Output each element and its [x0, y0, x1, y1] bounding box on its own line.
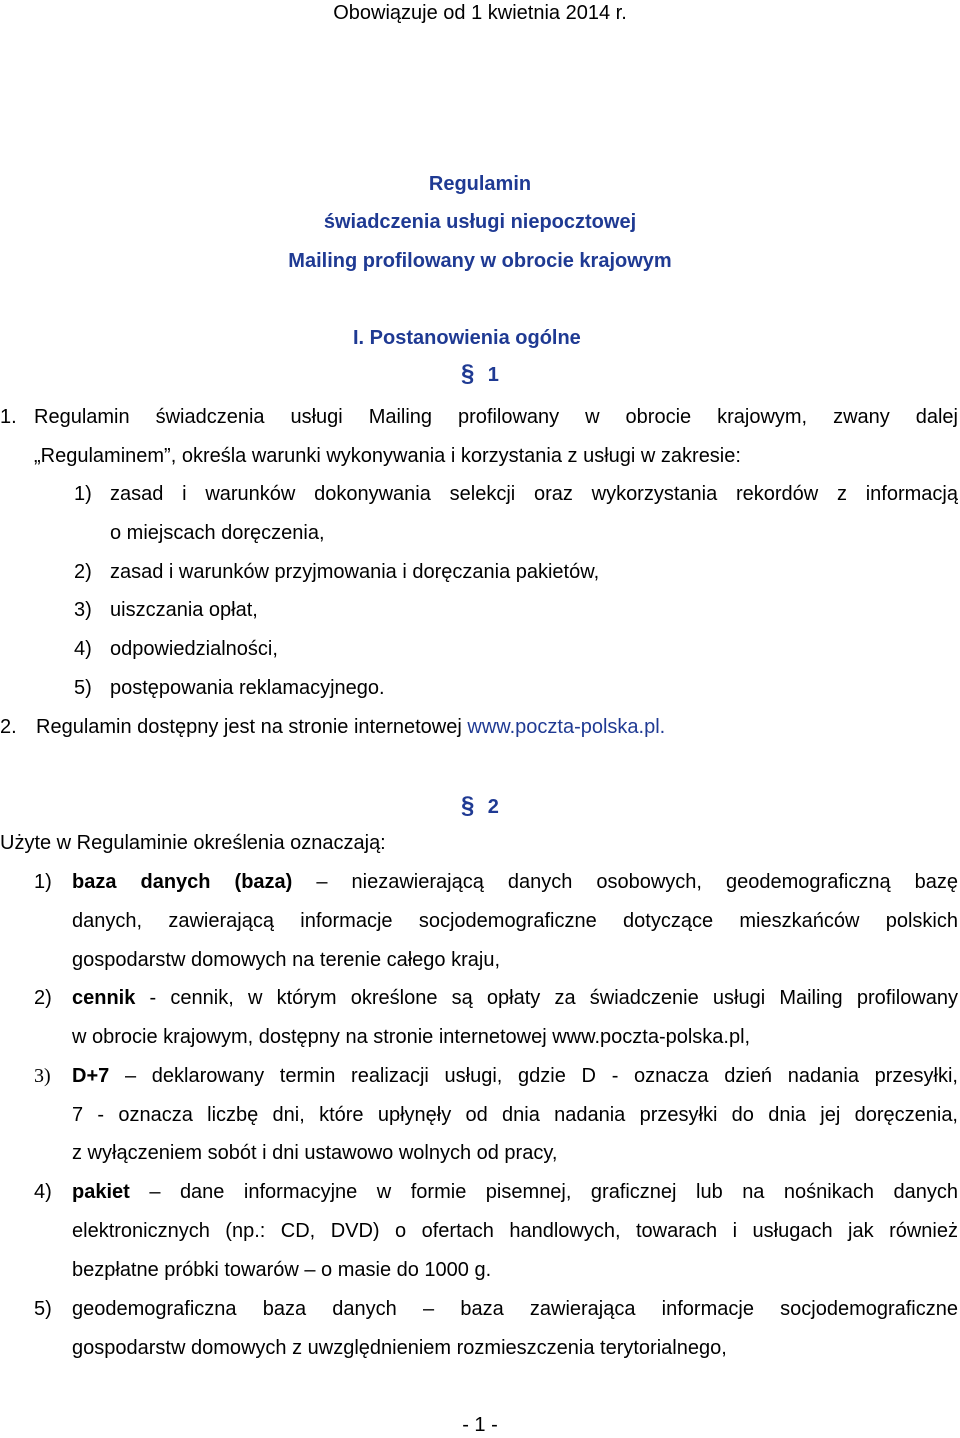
- definition-4-line-3: bezpłatne próbki towarów – o masie do 1000 g.: [72, 1259, 492, 1281]
- list-item-number: 4): [74, 638, 92, 660]
- definition-dash: -: [149, 987, 157, 1009]
- paragraph-1-number: 1.: [0, 406, 17, 428]
- list-item-5: postępowania reklamacyjnego.: [110, 677, 385, 699]
- effective-date: Obowiązuje od 1 kwietnia 2014 r.: [333, 2, 627, 24]
- paragraph-2-text: Regulamin dostępny jest na stronie internetowej: [36, 716, 462, 738]
- definition-dash: –: [124, 1065, 137, 1087]
- definition-text: deklarowany termin realizacji usługi, gdzie D - oznacza dzień nadania przesyłki,: [151, 1065, 958, 1087]
- page-number: - 1 -: [462, 1414, 498, 1436]
- document-title: Regulamin: [428, 173, 532, 195]
- definition-3-line-3: z wyłączeniem sobót i dni ustawowo wolnych od pracy,: [72, 1142, 558, 1164]
- definition-4-line-1: [72, 1181, 958, 1204]
- list-item-3: uiszczania opłat,: [110, 599, 258, 621]
- definition-dash: –: [149, 1181, 161, 1203]
- list-item-2: zasad i warunków przyjmowania i doręczania pakietów,: [110, 561, 600, 583]
- definitions-intro: Użyte w Regulaminie określenia oznaczają:: [0, 832, 386, 854]
- section-2-heading: [461, 792, 499, 820]
- definition-3-line-1: [72, 1065, 958, 1088]
- list-item-1-line-1: zasad i warunków dokonywania selekcji oraz wykorzystania rekordów z informacją: [110, 483, 958, 505]
- definition-term: baza danych (baza): [72, 871, 293, 893]
- paragraph-2: [36, 716, 665, 739]
- definition-number: 5): [34, 1298, 52, 1320]
- section-sign: §: [461, 360, 475, 387]
- definition-term: pakiet: [72, 1181, 130, 1203]
- definition-3-line-2: 7 - oznacza liczbę dni, które upłynęły od dnia nadania przesyłki do dnia jej doręczenia,: [72, 1104, 958, 1126]
- definition-text: dane informacyjne w formie pisemnej, graficznej lub na nośnikach danych: [179, 1181, 958, 1203]
- definition-number: 1): [34, 871, 52, 893]
- definition-5-line-1: [72, 1298, 958, 1321]
- list-item-number: 3): [74, 599, 92, 621]
- definition-term: geodemograficzna baza danych: [72, 1298, 397, 1320]
- definition-number: 2): [34, 987, 52, 1009]
- list-item-4: odpowiedzialności,: [110, 638, 278, 660]
- definition-term: D+7: [72, 1065, 110, 1087]
- paragraph-1-line-1: Regulamin świadczenia usługi Mailing profilowany w obrocie krajowym, zwany dalej: [34, 406, 958, 428]
- section-number: 2: [487, 796, 499, 818]
- definition-text: niezawierającą danych osobowych, geodemograficzną bazę: [351, 871, 958, 893]
- definition-5-line-2: gospodarstw domowych z uwzględnieniem rozmieszczenia terytorialnego,: [72, 1337, 727, 1359]
- list-item-number: 5): [74, 677, 92, 699]
- document-subtitle: świadczenia usługi niepocztowej: [323, 211, 637, 233]
- definition-term: cennik: [72, 987, 136, 1009]
- definition-2-line-2: w obrocie krajowym, dostępny na stronie internetowej www.poczta-polska.pl,: [72, 1026, 751, 1048]
- definition-1-line-1: [72, 871, 958, 894]
- document-service-name: Mailing profilowany w obrocie krajowym: [288, 250, 672, 272]
- list-item-1-line-2: o miejscach doręczenia,: [110, 522, 325, 544]
- section-1-heading: [461, 360, 499, 388]
- definition-1-line-3: gospodarstw domowych na terenie całego kraju,: [72, 949, 501, 971]
- paragraph-2-number: 2.: [0, 716, 17, 738]
- definition-2-line-1: [72, 987, 958, 1010]
- list-item-number: 2): [74, 561, 92, 583]
- list-item-number: 1): [74, 483, 92, 505]
- definition-1-line-2: danych, zawierającą informacje socjodemograficzne dotyczące mieszkańców polskich: [72, 910, 958, 932]
- website-link[interactable]: www.poczta-polska.pl.: [467, 716, 666, 738]
- definition-number: 3): [34, 1065, 51, 1087]
- definition-text: baza zawierająca informacje socjodemograficzne: [460, 1298, 959, 1320]
- chapter-heading: I. Postanowienia ogólne: [353, 327, 581, 349]
- section-number: 1: [487, 364, 499, 386]
- definition-4-line-2: elektronicznych (np.: CD, DVD) o ofertach handlowych, towarach i usługach jak również: [72, 1220, 958, 1242]
- paragraph-1-line-2: „Regulaminem”, określa warunki wykonywania i korzystania z usługi w zakresie:: [34, 445, 741, 467]
- definition-text: cennik, w którym określone są opłaty za świadczenie usługi Mailing profilowany: [170, 987, 959, 1009]
- definition-number: 4): [34, 1181, 52, 1203]
- section-sign: §: [461, 792, 475, 819]
- definition-dash: –: [316, 871, 328, 893]
- definition-dash: –: [423, 1298, 435, 1320]
